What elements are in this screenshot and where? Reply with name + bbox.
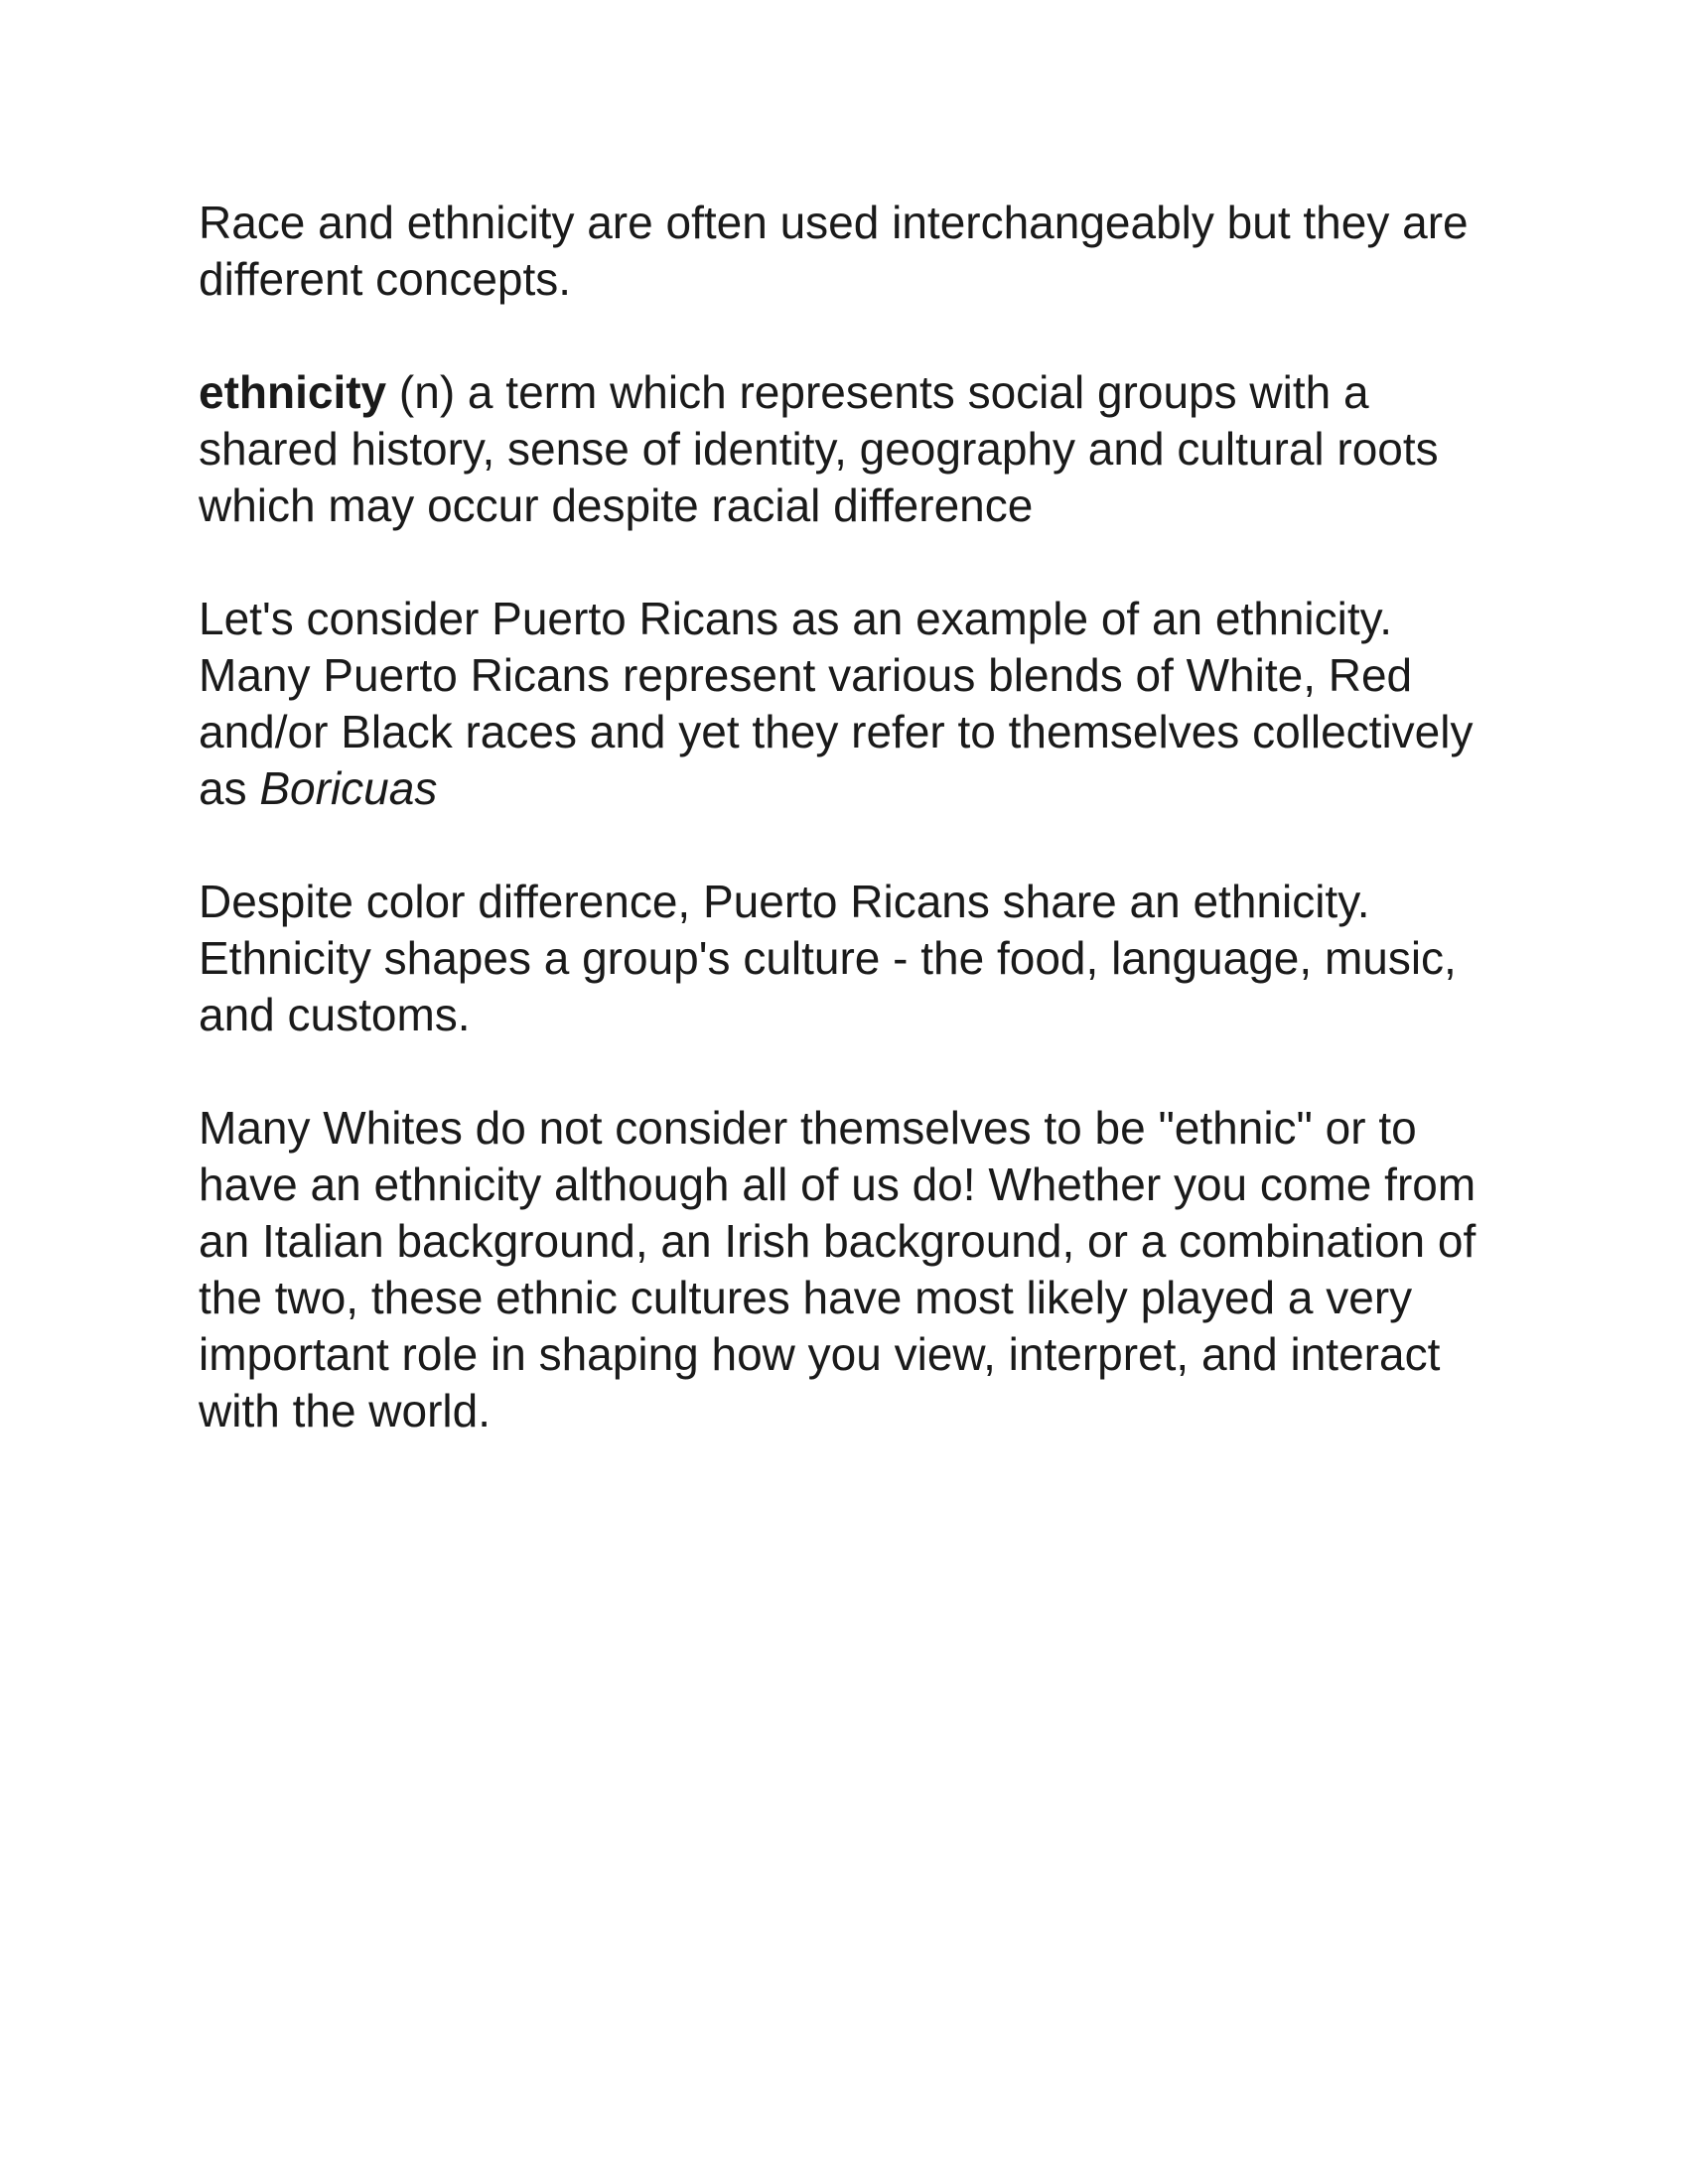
definition-text: (n) a term which represents social groups with a shared history, sense of identity, geography and cultural roots which may occur despite racial difference: [199, 366, 1439, 531]
example-emphasis: Boricuas: [259, 762, 438, 814]
example-text: Let's consider Puerto Ricans as an example of an ethnicity. Many Puerto Ricans represent various blends of White, Red and/or Black races and yet they refer to themselves collectively as: [199, 593, 1474, 814]
document-body: [199, 195, 1509, 1496]
paragraph-definition: [199, 364, 1509, 534]
definition-term: ethnicity: [199, 366, 387, 418]
paragraph-example: [199, 591, 1509, 817]
paragraph-culture: Despite color difference, Puerto Ricans share an ethnicity. Ethnicity shapes a group's culture - the food, language, music, and customs.: [199, 876, 1457, 1040]
paragraph-whites: Many Whites do not consider themselves to be "ethnic" or to have an ethnicity although all of us do! Whether you come from an Italian background, an Irish background, or a combination of the two, these ethnic cultures have most likely played a very important role in shaping how you view, interpret, and interact with the world.: [199, 1102, 1477, 1436]
paragraph-intro: Race and ethnicity are often used interchangeably but they are different concepts.: [199, 197, 1469, 305]
